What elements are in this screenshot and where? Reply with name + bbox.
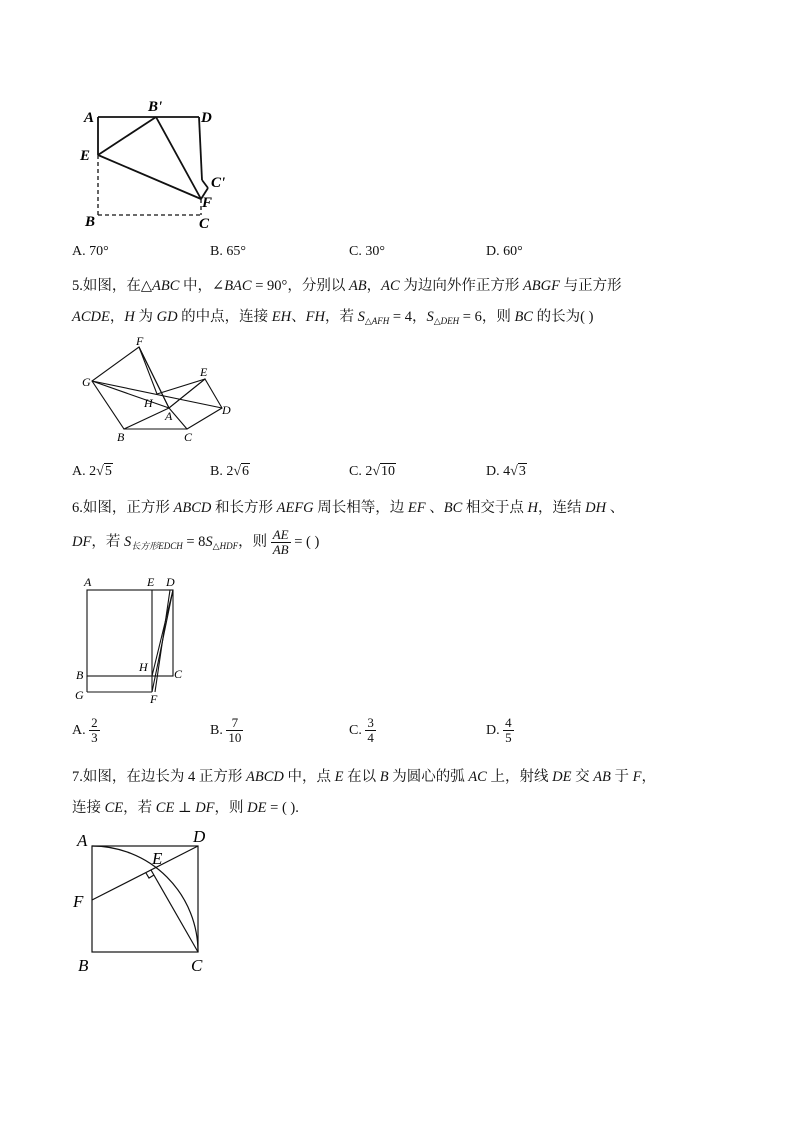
q5-option-d: D. 4√3 [486,464,526,479]
fig4-label-c: C [199,216,210,232]
q7-label-d: D [193,827,206,846]
q4-option-d: D. 60° [486,244,523,259]
q6-ratio-fraction: $\frac{AE}{AB}$ [272,527,289,558]
q5-option-a: A. 2√5 [72,464,112,479]
q6-option-b: B. $\frac{7}{10}$ [210,715,242,746]
q5-option-b: B. 2√6 [210,464,250,479]
q7-label-c: C [191,956,203,975]
q5-label-e: E [200,365,208,379]
q5-figure [76,334,246,450]
q6-stem-line2: DF，若 $S_{长方形EDCH} = 8S_{\triangle HDF}$，则 $\frac{AE}{AB}$ = ( ) [72,527,320,558]
q6-label-a: A [84,575,92,589]
q4-option-a: A. 70° [72,244,109,259]
q6-label-e: E [147,575,155,589]
fig4-label-b: B [85,214,96,230]
q7-label-e: E [152,849,163,868]
q7-label-a: A [77,831,88,850]
q6-stem-line1: 6.如图，正方形 ABCD 和长方形 AEFG 周长相等，边 EF 、BC 相交于点 H，连结 DH 、 [72,500,625,516]
q6-label-b: B [76,668,84,682]
q4-figure [70,95,240,235]
q6-label-h: H [139,660,148,674]
q5-label-f: F [136,334,144,348]
fig4-label-a: A [84,110,95,126]
q6-option-a: A. $\frac{2}{3}$ [72,715,98,746]
fig4-label-e: E [80,148,91,164]
q5-label-h: H [144,396,153,410]
q5-label-c: C [184,430,193,444]
q5-stem-line2: ACDE，H 为 GD 的中点，连接 EH、FH，若 $S_{\triangle AFH} = 4$，$S_{\triangle DEH} = 6$，则 BC 的长为( ) [72,309,594,326]
q5-label-g: G [82,375,91,389]
q5-label-b: B [117,430,125,444]
q5-label-a: A [165,409,173,423]
q4-option-c: C. 30° [349,244,385,259]
q7-label-f: F [73,892,84,911]
q5-option-c: C. 2√10 [349,464,396,479]
q7-label-b: B [78,956,89,975]
q6-label-c: C [174,667,183,681]
q5-label-d: D [222,403,231,417]
fig4-label-f: F [202,195,213,211]
q6-label-f: F [150,692,158,706]
fig4-label-cp: C' [211,175,226,191]
q6-option-c: C. $\frac{3}{4}$ [349,715,374,746]
q7-stem-line2: 连接 CE，若 CE ⊥ DF，则 DE = ( ). [72,800,299,816]
q6-figure [72,574,192,706]
q7-figure [70,826,220,978]
q6-option-d: D. $\frac{4}{5}$ [486,715,512,746]
q5-stem-line1: 5.如图，在△ABC 中，∠BAC = 90°，分别以 AB，AC 为边向外作正方形 ABGF 与正方形 [72,278,622,294]
q7-stem-line1: 7.如图，在边长为 4 正方形 ABCD 中，点 E 在以 B 为圆心的弧 AC 上，射线 DE 交 AB 于 F， [72,769,657,785]
fig4-label-d: D [201,110,212,126]
q6-label-d: D [166,575,175,589]
fig4-label-bp: B' [148,99,163,115]
q4-option-b: B. 65° [210,244,246,259]
q6-label-g: G [75,688,84,702]
